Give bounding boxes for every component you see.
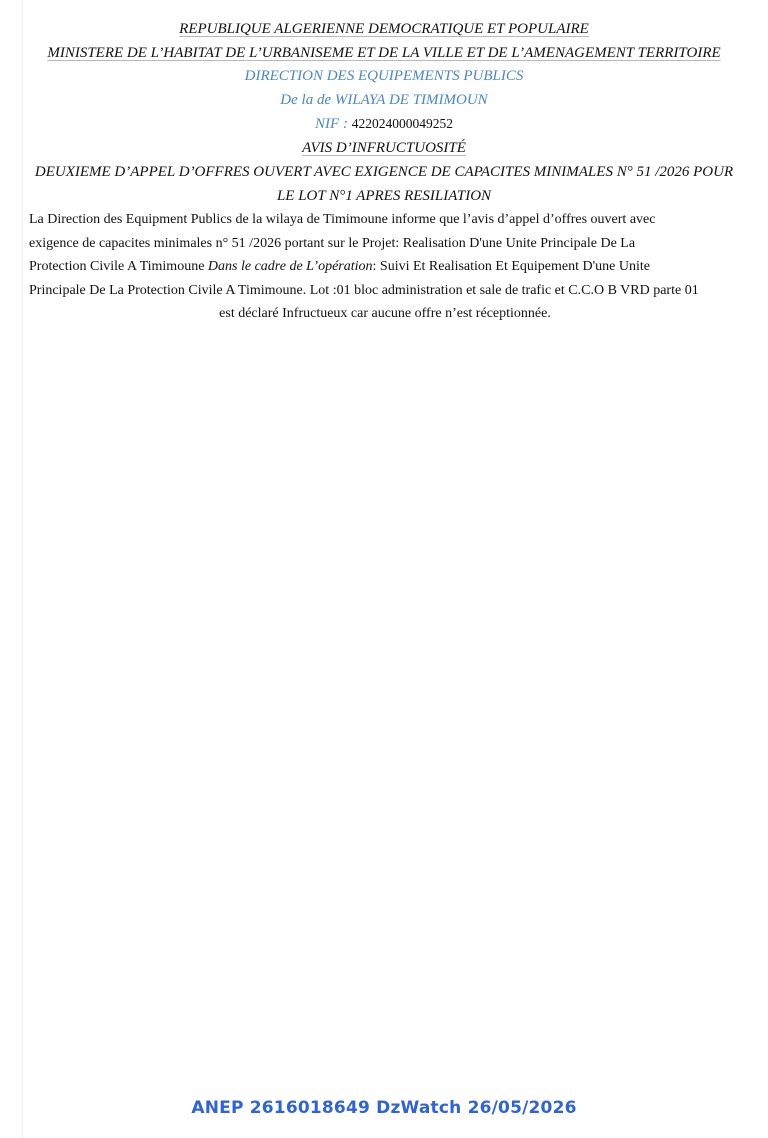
ministry-text: MINISTERE DE L’HABITAT DE L’URBANISEME ET DE LA VILLE ET DE L’AMENAGEMENT TERRITOIRE <box>47 44 721 61</box>
notice-title-text: AVIS D’INFRUCTUOSITÉ <box>302 139 466 156</box>
notice-subject: DEUXIEME D’APPEL D’OFFRES OUVERT AVEC EXIGENCE DE CAPACITES MINIMALES N° 51 /2026 POUR LE LOT N°1 APRES RESILIATION <box>34 164 734 204</box>
body-line-1: La Direction des Equipment Publics de la wilaya de Timimoune informe que l’avis d’appel d’offres ouvert avec <box>29 212 656 227</box>
header-ministry <box>20 42 748 66</box>
header-nif <box>20 112 748 137</box>
body-line-3-end: : Suivi Et Realisation Et Equipement D'une Unite <box>372 259 650 274</box>
header-block <box>20 18 748 208</box>
notice-title <box>20 137 748 161</box>
body-line-5: est déclaré Infructueux car aucune offre n’est réceptionnée. <box>219 306 551 321</box>
body-line-3-italic: Dans le cadre de L’opération <box>207 259 373 274</box>
nif-value: 422024000049252 <box>351 116 453 131</box>
nif-label: NIF : <box>315 116 348 132</box>
republic-text: REPUBLIQUE ALGERIENNE DEMOCRATIQUE ET POPULAIRE <box>179 21 589 37</box>
footer-reference: ANEP 2616018649 DzWatch 26/05/2026 <box>191 1098 577 1118</box>
wilaya-text: De la de WILAYA DE TIMIMOUN <box>280 91 488 108</box>
header-direction <box>20 65 748 89</box>
notice-body <box>29 208 741 326</box>
direction-text: DIRECTION DES EQUIPEMENTS PUBLICS <box>244 68 524 84</box>
body-line-2: exigence de capacites minimales n° 51 /2026 portant sur le Projet: Realisation D'une Unite Principale De La <box>29 235 636 251</box>
body-line-3-start: Protection Civile A Timimoune <box>29 259 208 274</box>
header-republic <box>20 18 748 42</box>
body-line-4: Principale De La Protection Civile A Timimoune. Lot :01 bloc administration et sale de trafic et C.C.O B VRD parte 01 <box>29 282 699 298</box>
body-line-3 <box>29 255 741 279</box>
header-wilaya <box>20 89 748 113</box>
